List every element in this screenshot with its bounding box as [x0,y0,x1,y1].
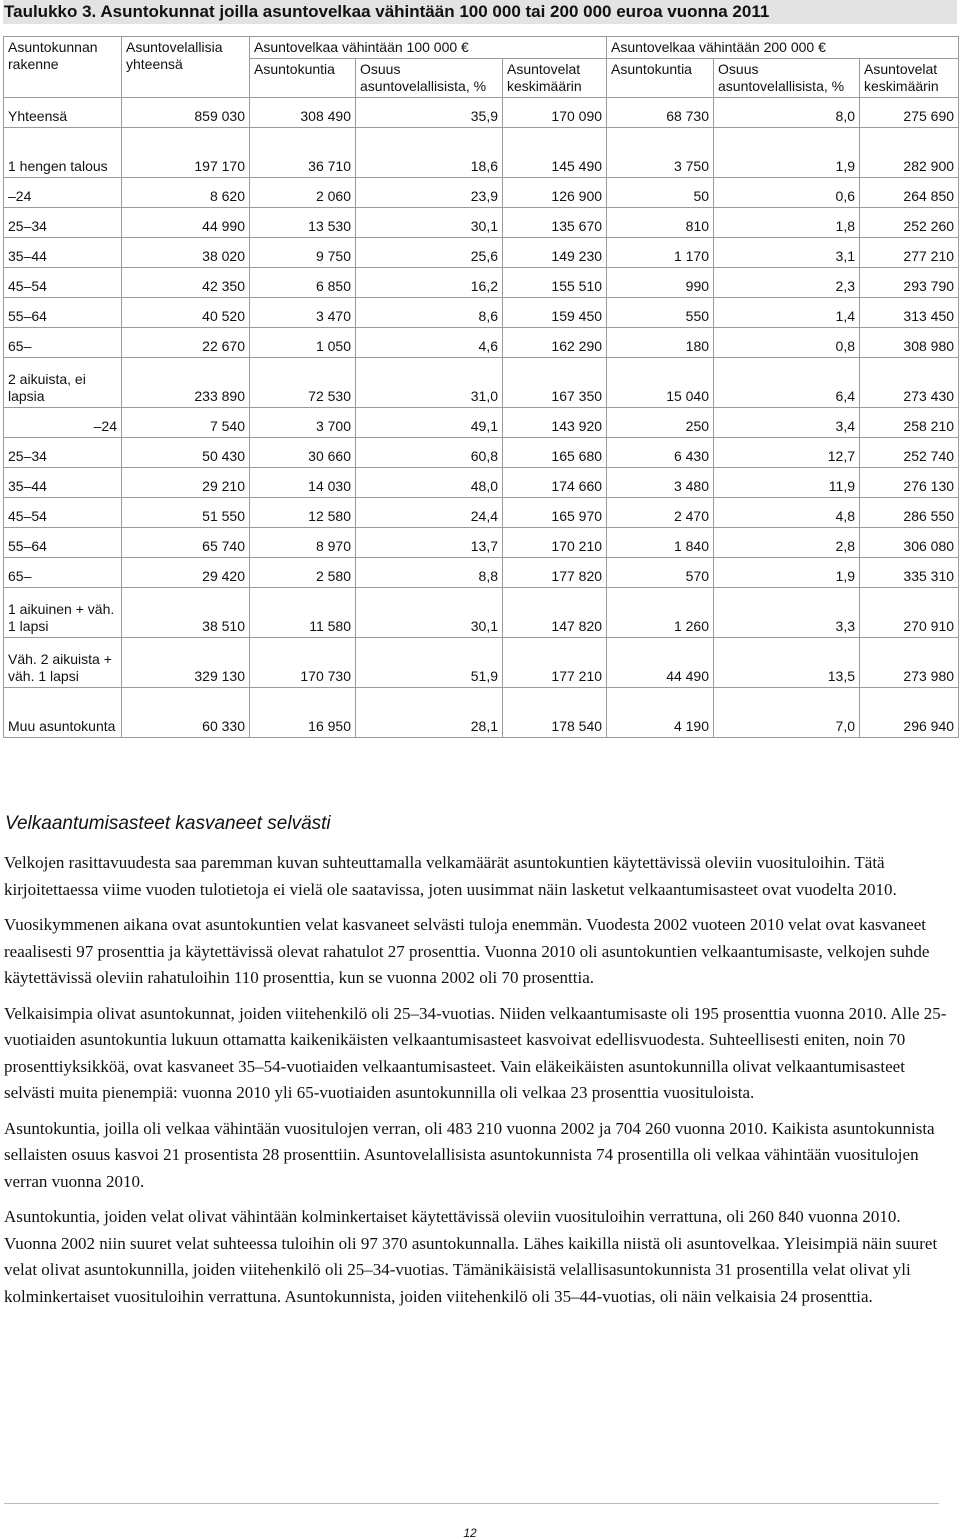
table-row [4,208,959,238]
cell-h100: 16 950 [250,688,356,738]
cell-total: 22 670 [122,328,250,358]
row-label: –24 [4,408,122,438]
cell-s100: 8,8 [356,558,503,588]
cell-a100: 174 660 [503,468,607,498]
cell-total: 29 210 [122,468,250,498]
cell-h100: 13 530 [250,208,356,238]
cell-a100: 135 670 [503,208,607,238]
cell-s100: 18,6 [356,128,503,178]
cell-total: 50 430 [122,438,250,468]
cell-h200: 570 [607,558,714,588]
cell-s100: 24,4 [356,498,503,528]
cell-s200: 0,6 [714,178,860,208]
table-row [4,438,959,468]
table-row [4,358,959,408]
table-row [4,638,959,688]
header-average-100k: Asuntovelat keskimäärin [503,59,607,98]
cell-total: 7 540 [122,408,250,438]
cell-total: 329 130 [122,638,250,688]
header-households-200k: Asuntokuntia [607,59,714,98]
body-text [4,850,948,1319]
row-label: 1 aikuinen + väh. 1 lapsi [4,588,122,638]
cell-a100: 149 230 [503,238,607,268]
row-label: Yhteensä [4,98,122,128]
cell-total: 60 330 [122,688,250,738]
header-households-100k: Asuntokuntia [250,59,356,98]
cell-h100: 1 050 [250,328,356,358]
cell-total: 38 020 [122,238,250,268]
header-share-200k: Osuus asuntovelallisista, % [714,59,860,98]
cell-h100: 308 490 [250,98,356,128]
cell-h100: 2 580 [250,558,356,588]
header-share-100k: Osuus asuntovelallisista, % [356,59,503,98]
cell-s200: 3,3 [714,588,860,638]
table-caption: Taulukko 3. Asuntokunnat joilla asuntovelkaa vähintään 100 000 tai 200 000 euroa vuonna 2011 [3,0,957,24]
table-row [4,268,959,298]
row-label: 25–34 [4,208,122,238]
cell-a100: 162 290 [503,328,607,358]
cell-a100: 159 450 [503,298,607,328]
cell-h200: 1 840 [607,528,714,558]
cell-total: 38 510 [122,588,250,638]
cell-s100: 60,8 [356,438,503,468]
cell-a200: 296 940 [860,688,959,738]
table-row [4,468,959,498]
cell-h200: 2 470 [607,498,714,528]
cell-a200: 277 210 [860,238,959,268]
row-label: 35–44 [4,468,122,498]
table-row [4,178,959,208]
row-label: Muu asuntokunta [4,688,122,738]
cell-total: 29 420 [122,558,250,588]
table-row [4,528,959,558]
cell-h100: 6 850 [250,268,356,298]
cell-total: 197 170 [122,128,250,178]
table-row [4,98,959,128]
row-label: 55–64 [4,298,122,328]
cell-h200: 4 190 [607,688,714,738]
paragraph: Asuntokuntia, joiden velat olivat vähintään kolminkertaiset käytettävissä oleviin vuosituloihin verrattuna, oli 260 840 vuonna 2010. Vuonna 2002 niin suuret velat suhteessa tuloihin oli 97 370 asuntokunnalla. Lähes kaikilla niistä oli asuntovelkaa. Yleisimpiä näin suuret velat olivat asuntokunnilla, joiden viitehenkilö oli 25–34-vuotias. Tämänikäisistä velallisasuntokunnista 31 prosentilla velat olivat yli kolminkertaiset vuosituloihin verrattuna. Asuntokunnista, joiden viitehenkilö oli 35–44-vuotias, oli näin velkaisia 24 prosenttia. [4,1207,938,1306]
cell-a100: 143 920 [503,408,607,438]
cell-a200: 306 080 [860,528,959,558]
cell-a100: 165 970 [503,498,607,528]
cell-h200: 68 730 [607,98,714,128]
cell-s200: 12,7 [714,438,860,468]
cell-h200: 44 490 [607,638,714,688]
cell-s100: 48,0 [356,468,503,498]
table-body [4,98,959,738]
row-label: 1 hengen talous [4,128,122,178]
cell-total: 859 030 [122,98,250,128]
header-group-100k: Asuntovelkaa vähintään 100 000 € [250,37,607,59]
cell-s200: 1,9 [714,128,860,178]
cell-h100: 14 030 [250,468,356,498]
cell-total: 44 990 [122,208,250,238]
cell-total: 40 520 [122,298,250,328]
paragraph: Asuntokuntia, joilla oli velkaa vähintään vuositulojen verran, oli 483 210 vuonna 2002 ja 704 260 vuonna 2010. Kaikista asuntokunnista sellaisten osuus kasvoi 21 prosentista 28 prosenttiin. Asuntovelallisista asuntokunnista 74 prosentilla oli velkaa vähintään vuositulojen verran vuonna 2010. [4,1118,935,1191]
cell-s100: 23,9 [356,178,503,208]
header-structure: Asuntokunnan rakenne [4,37,122,98]
cell-s200: 1,8 [714,208,860,238]
cell-s100: 4,6 [356,328,503,358]
paragraph: Velkojen rasittavuudesta saa paremman kuvan suhteuttamalla velkamäärät asuntokuntien käytettävissä oleviin vuosituloihin. Tätä kirjoitettaessa viime vuoden tulotietoja ei vielä ole saatavissa, joten uusimmat näin lasketut velkaantumisasteet ovat vuodelta 2010. [4,853,897,899]
cell-s200: 6,4 [714,358,860,408]
cell-h100: 72 530 [250,358,356,408]
cell-h200: 1 260 [607,588,714,638]
cell-a200: 335 310 [860,558,959,588]
cell-a100: 167 350 [503,358,607,408]
cell-a100: 145 490 [503,128,607,178]
cell-s200: 1,4 [714,298,860,328]
cell-a100: 147 820 [503,588,607,638]
cell-a200: 313 450 [860,298,959,328]
cell-h100: 9 750 [250,238,356,268]
cell-a200: 273 430 [860,358,959,408]
cell-h100: 30 660 [250,438,356,468]
cell-s100: 13,7 [356,528,503,558]
row-label: 35–44 [4,238,122,268]
cell-s200: 8,0 [714,98,860,128]
cell-h100: 2 060 [250,178,356,208]
table-row [4,128,959,178]
cell-h100: 3 700 [250,408,356,438]
cell-s100: 8,6 [356,298,503,328]
cell-a100: 170 090 [503,98,607,128]
cell-h200: 15 040 [607,358,714,408]
cell-a100: 178 540 [503,688,607,738]
cell-total: 8 620 [122,178,250,208]
cell-s100: 16,2 [356,268,503,298]
cell-a200: 275 690 [860,98,959,128]
cell-h200: 990 [607,268,714,298]
cell-s200: 4,8 [714,498,860,528]
cell-a100: 177 210 [503,638,607,688]
row-label: 45–54 [4,268,122,298]
cell-s100: 35,9 [356,98,503,128]
cell-s100: 30,1 [356,588,503,638]
cell-s100: 25,6 [356,238,503,268]
row-label: –24 [4,178,122,208]
cell-a200: 276 130 [860,468,959,498]
cell-h200: 6 430 [607,438,714,468]
cell-s200: 3,4 [714,408,860,438]
table-row [4,408,959,438]
paragraph: Vuosikymmenen aikana ovat asuntokuntien velat kasvaneet selvästi tuloja enemmän. Vuodesta 2002 vuoteen 2010 velat ovat kasvaneet reaalisesti 97 prosenttia ja käytettävissä olevat rahatulot 27 prosenttia. Vuonna 2010 oli asuntokuntien velkaantumisaste, velkojen suhde käytettävissä oleviin rahatuloihin 110 prosenttia, kun se vuonna 2002 oli 70 prosenttia. [4,915,930,987]
section-heading: Velkaantumisasteet kasvaneet selvästi [5,813,331,834]
cell-h100: 11 580 [250,588,356,638]
row-label: 65– [4,558,122,588]
cell-total: 42 350 [122,268,250,298]
footer-divider [4,1503,939,1504]
cell-h100: 8 970 [250,528,356,558]
cell-h200: 180 [607,328,714,358]
row-label: 55–64 [4,528,122,558]
header-average-200k: Asuntovelat keskimäärin [860,59,959,98]
table-row [4,498,959,528]
cell-s200: 3,1 [714,238,860,268]
cell-a200: 273 980 [860,638,959,688]
cell-a100: 177 820 [503,558,607,588]
table-row [4,688,959,738]
cell-a200: 258 210 [860,408,959,438]
cell-h100: 3 470 [250,298,356,328]
row-label: 25–34 [4,438,122,468]
cell-h100: 12 580 [250,498,356,528]
cell-s200: 2,3 [714,268,860,298]
cell-h100: 170 730 [250,638,356,688]
cell-h200: 50 [607,178,714,208]
cell-h200: 250 [607,408,714,438]
cell-s200: 7,0 [714,688,860,738]
cell-a100: 155 510 [503,268,607,298]
cell-h200: 810 [607,208,714,238]
cell-total: 65 740 [122,528,250,558]
cell-h200: 3 750 [607,128,714,178]
header-total: Asuntovelallisia yhteensä [122,37,250,98]
cell-s200: 0,8 [714,328,860,358]
cell-a200: 252 260 [860,208,959,238]
cell-h200: 3 480 [607,468,714,498]
cell-a100: 165 680 [503,438,607,468]
row-label: 2 aikuista, ei lapsia [4,358,122,408]
cell-a100: 170 210 [503,528,607,558]
row-label: 65– [4,328,122,358]
cell-a200: 270 910 [860,588,959,638]
cell-s200: 11,9 [714,468,860,498]
cell-s200: 1,9 [714,558,860,588]
data-table [3,36,959,738]
cell-a200: 308 980 [860,328,959,358]
row-label: Väh. 2 aikuista + väh. 1 lapsi [4,638,122,688]
table-row [4,298,959,328]
cell-s100: 51,9 [356,638,503,688]
cell-h100: 36 710 [250,128,356,178]
paragraph: Velkaisimpia olivat asuntokunnat, joiden viitehenkilö oli 25–34-vuotias. Niiden velkaantumisaste oli 195 prosenttia vuonna 2010. Alle 25-vuotiaiden asuntokuntia lukuun ottamatta kaikenikäisten velkaantumisasteet kasvoivat edellisvuodesta. Suhteellisesti eniten, noin 70 prosenttiyksikköä, ovat kasvaneet 35–54-vuotiaiden velkaantumisasteet. Vain eläkeikäisten asuntokunnilla olivat velkaantumisasteet selvästi muita pienempiä: vuonna 2010 yli 65-vuotiaiden asuntokunnilla oli velkaa 23 prosenttia vuosituloista. [4,1003,947,1102]
cell-s200: 2,8 [714,528,860,558]
cell-s100: 28,1 [356,688,503,738]
cell-a200: 282 900 [860,128,959,178]
cell-s200: 13,5 [714,638,860,688]
cell-a200: 293 790 [860,268,959,298]
cell-a200: 286 550 [860,498,959,528]
header-group-200k: Asuntovelkaa vähintään 200 000 € [607,37,959,59]
cell-s100: 30,1 [356,208,503,238]
table-row [4,328,959,358]
cell-a200: 252 740 [860,438,959,468]
row-label: 45–54 [4,498,122,528]
table-row [4,558,959,588]
cell-total: 233 890 [122,358,250,408]
cell-total: 51 550 [122,498,250,528]
cell-h200: 550 [607,298,714,328]
cell-s100: 49,1 [356,408,503,438]
cell-a100: 126 900 [503,178,607,208]
cell-a200: 264 850 [860,178,959,208]
table-row [4,238,959,268]
table-row [4,588,959,638]
cell-h200: 1 170 [607,238,714,268]
page-number: 12 [463,1526,477,1540]
cell-s100: 31,0 [356,358,503,408]
